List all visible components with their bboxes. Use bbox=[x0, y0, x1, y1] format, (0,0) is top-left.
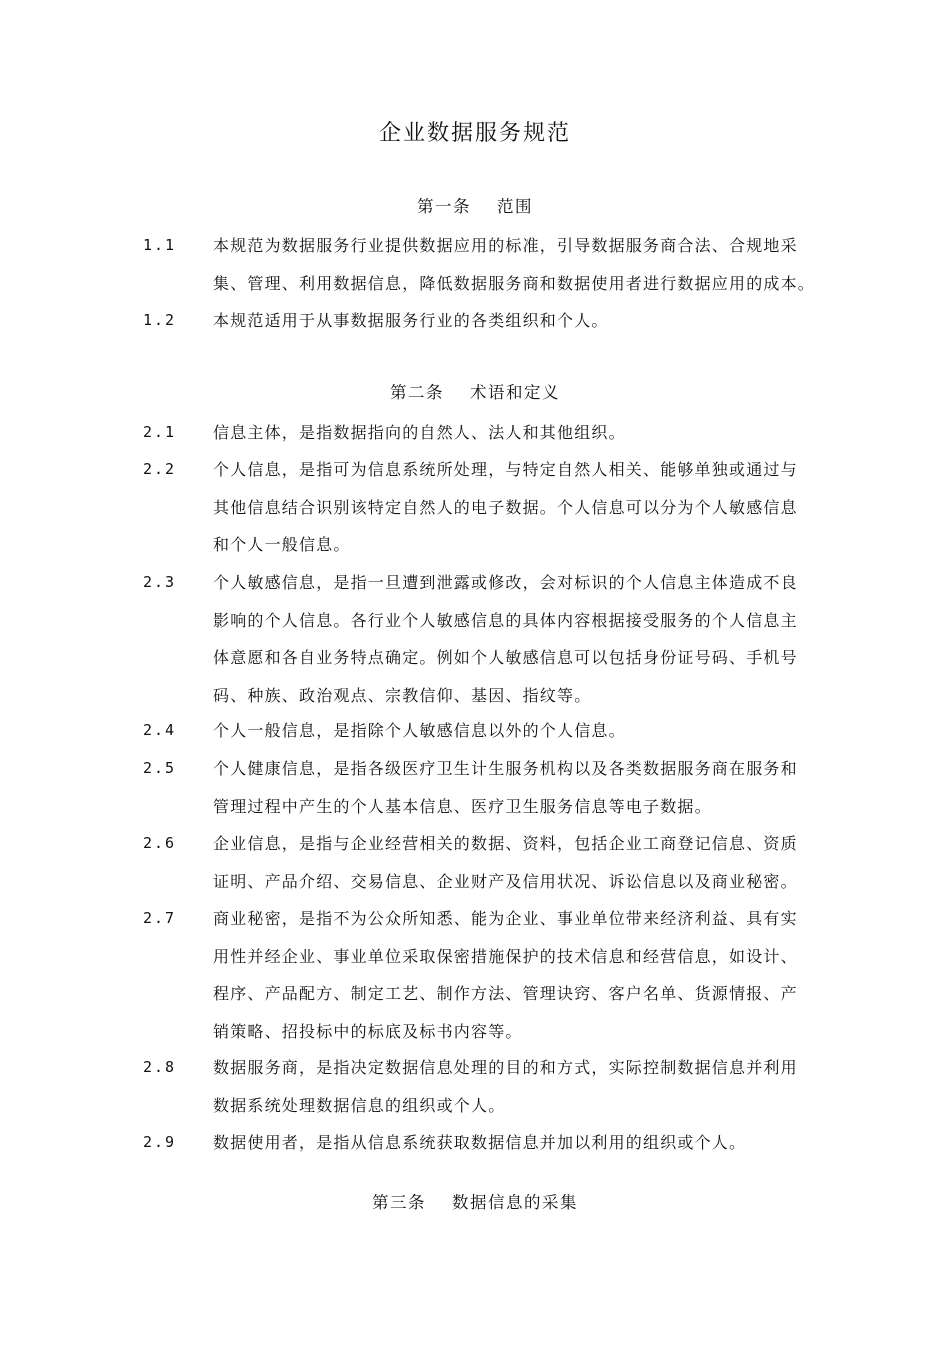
clause-text-line: 商业秘密，是指不为公众所知悉、能为企业、事业单位带来经济利益、具有实 bbox=[213, 909, 798, 928]
section-heading-1 bbox=[0, 192, 950, 222]
clause-number: 2.4 bbox=[143, 721, 177, 739]
clause-text-line: 其他信息结合识别该特定自然人的电子数据。个人信息可以分为个人敏感信息 bbox=[213, 497, 798, 517]
clause-text-line: 本规范为数据服务行业提供数据应用的标准，引导数据服务商合法、合规地采 bbox=[213, 236, 798, 255]
clause-text-line: 本规范适用于从事数据服务行业的各类组织和个人。 bbox=[213, 311, 609, 330]
clause-text-line: 影响的个人信息。各行业个人敏感信息的具体内容根据接受服务的个人信息主 bbox=[213, 610, 798, 630]
clause-text-line: 码、种族、政治观点、宗教信仰、基因、指纹等。 bbox=[213, 685, 592, 705]
section-title: 术语和定义 bbox=[470, 383, 560, 402]
clause-number: 2.8 bbox=[143, 1058, 177, 1076]
clause-text-line: 和个人一般信息。 bbox=[213, 535, 351, 555]
clause-text-line: 信息主体，是指数据指向的自然人、法人和其他组织。 bbox=[213, 423, 626, 442]
clause-number: 2.5 bbox=[143, 759, 177, 777]
clause-number: 2.6 bbox=[143, 834, 177, 852]
section-title: 数据信息的采集 bbox=[452, 1193, 578, 1212]
clause-text-line: 个人敏感信息，是指一旦遭到泄露或修改，会对标识的个人信息主体造成不良 bbox=[213, 573, 798, 592]
clause-number: 2.2 bbox=[143, 460, 177, 478]
clause-text-line: 数据服务商，是指决定数据信息处理的目的和方式，实际控制数据信息并利用 bbox=[213, 1058, 798, 1077]
clause-number: 2.1 bbox=[143, 423, 177, 441]
clause-text-line: 程序、产品配方、制定工艺、制作方法、管理诀窍、客户名单、货源情报、产 bbox=[213, 984, 798, 1004]
clause-text-line: 个人一般信息，是指除个人敏感信息以外的个人信息。 bbox=[213, 721, 626, 740]
clause-text-line: 个人信息，是指可为信息系统所处理，与特定自然人相关、能够单独或通过与 bbox=[213, 460, 798, 479]
section-number: 第二条 bbox=[390, 383, 444, 402]
section-heading-3 bbox=[0, 1188, 950, 1218]
section-title: 范围 bbox=[497, 197, 533, 216]
clause-number: 2.7 bbox=[143, 909, 177, 927]
section-number: 第一条 bbox=[417, 197, 471, 216]
section-number: 第三条 bbox=[372, 1193, 426, 1212]
clause-number: 2.3 bbox=[143, 573, 177, 591]
clause-text-line: 用性并经企业、事业单位采取保密措施保护的技术信息和经营信息，如设计、 bbox=[213, 946, 798, 966]
clause-text-line: 体意愿和各自业务特点确定。例如个人敏感信息可以包括身份证号码、手机号 bbox=[213, 648, 798, 668]
clause-text-line: 数据系统处理数据信息的组织或个人。 bbox=[213, 1095, 506, 1115]
clause-text-line: 销策略、招投标中的标底及标书内容等。 bbox=[213, 1021, 523, 1041]
section-heading-2 bbox=[0, 378, 950, 408]
clause-number: 1.2 bbox=[143, 311, 177, 329]
clause-number: 2.9 bbox=[143, 1133, 177, 1151]
clause-text-line: 集、管理、利用数据信息，降低数据服务商和数据使用者进行数据应用的成本。 bbox=[213, 273, 816, 293]
clause-text-line: 管理过程中产生的个人基本信息、医疗卫生服务信息等电子数据。 bbox=[213, 796, 712, 816]
document-title: 企业数据服务规范 bbox=[378, 121, 571, 146]
clause-text-line: 证明、产品介绍、交易信息、企业财产及信用状况、诉讼信息以及商业秘密。 bbox=[213, 871, 798, 891]
clause-text-line: 个人健康信息，是指各级医疗卫生计生服务机构以及各类数据服务商在服务和 bbox=[213, 759, 798, 778]
clause-number: 1.1 bbox=[143, 236, 177, 254]
clause-text-line: 企业信息，是指与企业经营相关的数据、资料，包括企业工商登记信息、资质 bbox=[213, 834, 798, 853]
clause-text-line: 数据使用者，是指从信息系统获取数据信息并加以利用的组织或个人。 bbox=[213, 1133, 747, 1152]
